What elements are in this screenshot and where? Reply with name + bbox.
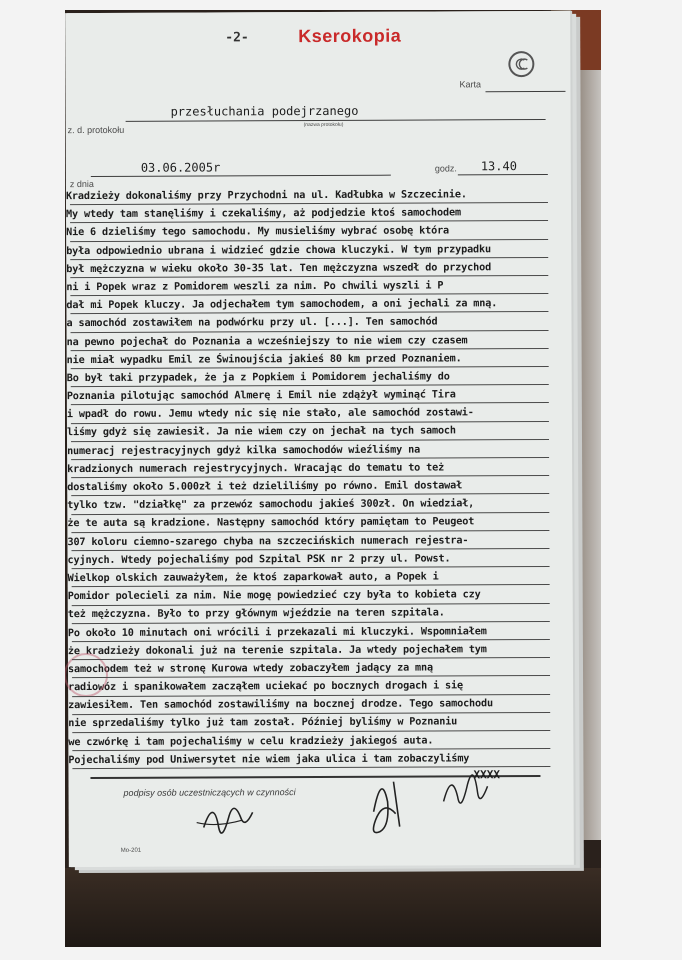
protocol-page — [65, 11, 574, 867]
text-line: nie sprzedaliśmy tylko już tam został. Później byliśmy w Poznaniu — [68, 716, 458, 730]
protocol-label: z. d. protokołu — [67, 124, 125, 136]
karta-line — [485, 91, 565, 92]
text-line: radiowóz i spanikowałem zacząłem uciekać po bocznych drogach i się — [68, 680, 464, 694]
text-line: że te auta są kradzione. Następny samochód który pamiętam to Peugeot — [67, 516, 475, 530]
text-line: Kradzieży dokonaliśmy przy Przychodni na ul. Kadłubka w Szczecinie. — [65, 189, 467, 203]
document-photo — [65, 10, 601, 947]
text-line: i wpadł do rowu. Jemu wtedy nic się nie stało, ale samochód zostawi- — [66, 407, 474, 421]
date-line — [91, 175, 391, 177]
background-corner — [571, 10, 601, 70]
text-line: liśmy gdyż się zawiesił. Ja nie wiem czy on jechał na tych samoch — [66, 425, 456, 439]
text-line: numeracj rejestracyjnych gdyż kilka samochodów wieźliśmy na — [67, 444, 421, 457]
text-line: też mężczyzna. Było to przy głównym wjeździe na teren szpitala. — [67, 607, 445, 621]
signatures-label: podpisy osób uczestniczących w czynności — [123, 787, 296, 798]
redacted-mark: XXXX — [473, 768, 500, 782]
date-label: z dnia — [69, 178, 94, 190]
text-line: Pojechaliśmy pod Uniwersytet nie wiem jaka ulica i tam zobaczyliśmy — [68, 753, 470, 766]
text-line: ni i Popek wraz z Pomidorem weszli za nim. Po chwili wyszli i P — [66, 280, 444, 294]
background-bottom — [65, 868, 601, 947]
time-line — [458, 174, 548, 175]
text-line: Wielkop olskich zauważyłem, że ktoś zaparkował auto, a Popek i — [67, 571, 439, 585]
stamp-logo-icon — [508, 51, 534, 77]
text-line: kradzionych numerach rejestrycyjnych. Wracając do tematu to też — [67, 462, 445, 475]
text-line: był mężczyzna w wieku około 30-35 lat. Ten mężczyzna wszedł do przychod — [66, 261, 492, 275]
text-line: Nie 6 dzieliśmy tego samochodu. My musieliśmy wybrać osobę która — [66, 225, 450, 239]
text-line: nie miał wypadku Emil ze Świnoujścia jakieś 80 km przed Poznaniem. — [66, 353, 462, 366]
protocol-name: przesłuchania podejrzanego — [170, 103, 359, 119]
testimony-text — [66, 186, 574, 770]
time-value: 13.40 — [480, 159, 517, 174]
text-line: była odpowiednio ubrana i widzieć gdzie chowa kluczyki. W tym przypadku — [66, 243, 492, 257]
text-line: cyjnych. Wtedy pojechaliśmy pod Szpital PSK nr 2 przy ul. Powst. — [67, 553, 451, 566]
text-line: we czwórkę i tam pojechaliśmy w celu kradzieży jakiegoś auta. — [68, 735, 434, 748]
page-number: -2- — [225, 30, 249, 46]
text-line: My wtedy tam stanęliśmy i czekaliśmy, aż podjedzie ktoś samochodem — [65, 207, 461, 221]
text-line: a samochód zostawiłem na podwórku przy ul. [...]. Ten samochód — [66, 316, 438, 330]
text-line: na pewno pojechał do Poznania a wcześniejszy to nie wiem czy czasem — [66, 334, 468, 348]
text-line: dał mi Popek kluczy. Ja odjechałem tym samochodem, a oni jechali za mną. — [66, 298, 498, 312]
text-line: że kradzieży dokonali już na terenie szpitala. Ja wtedy pojechałem tym — [67, 643, 487, 657]
text-line: zawiesiłem. Ten samochód zostawiliśmy na bocznej drodze. Tego samochodu — [68, 698, 494, 712]
text-line: Pomidor polecieli za nim. Nie mogę powiedzieć czy była to kobieta czy — [67, 589, 481, 603]
text-line: tylko tzw. "działkę" za przewóz samochodu jakieś 300zł. On wiedział, — [67, 498, 475, 512]
text-line: samochodem też w stronę Kurowa wtedy zobaczyłem jadący za mną — [67, 662, 434, 675]
text-line: Bo był taki przypadek, że ja z Popkiem i Pomidorem jechaliśmy do — [66, 371, 450, 384]
date-value: 03.06.2005r — [140, 160, 221, 175]
text-line: Po około 10 minutach oni wrócili i przekazali mi kluczyki. Wspomniałem — [67, 625, 487, 639]
copy-stamp: Kserokopia — [298, 25, 402, 47]
time-label: godz. — [434, 163, 457, 174]
text-line: Poznania pilotując samochód Almerę i Emil nie zdążył wyminąć Tira — [66, 389, 456, 403]
text-line: 307 koloru ciemno-szarego chyba na szczecińskich numerach rejestra- — [67, 534, 469, 548]
form-code: Mo-201 — [120, 847, 142, 854]
text-line: dostaliśmy około 5.000zł i też dzieliliśmy po równo. Emil dostawał — [67, 480, 463, 494]
karta-label: Karta — [459, 79, 481, 90]
protocol-caption: (nazwa protokołu) — [303, 121, 344, 129]
